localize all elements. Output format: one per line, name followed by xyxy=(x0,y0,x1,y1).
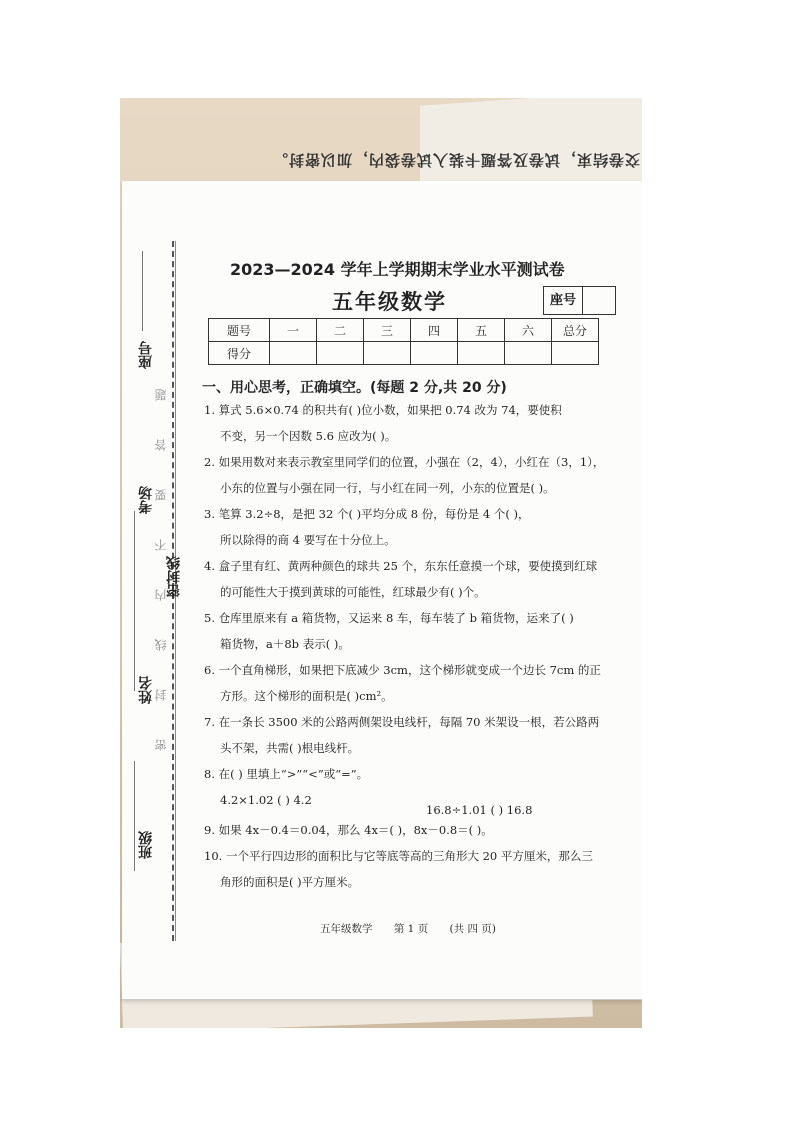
seat-box-label: 座号 xyxy=(544,287,583,314)
seat-box-field[interactable] xyxy=(583,287,615,314)
score-header-cell: 一 xyxy=(270,319,317,342)
seat-underline xyxy=(142,251,143,331)
question-9 xyxy=(204,817,632,843)
section-1-title: 一、用心思考，正确填空。(每题 2 分,共 20 分) xyxy=(202,380,507,396)
question-8-line-1: 8. 在( ) 里填上“>”“<”或“=”。 xyxy=(204,767,369,781)
seat-number-box xyxy=(543,286,616,315)
score-header-cell: 六 xyxy=(505,319,552,342)
score-cell[interactable] xyxy=(411,342,458,365)
subject-title: 五年级数学 xyxy=(332,290,447,314)
name-underline xyxy=(134,581,135,691)
footer-subject: 五年级数学 xyxy=(320,923,373,935)
name-label: 姓名 xyxy=(138,676,154,704)
exam-title: 2023—2024 学年上学期期末学业水平测试卷 xyxy=(230,260,565,279)
question-8-compare-2: 16.8÷1.01 ( ) 16.8 xyxy=(426,803,533,817)
page-footer xyxy=(320,921,514,936)
score-cell[interactable] xyxy=(458,342,505,365)
question-4-line-2: 的可能性大于摸到黄球的可能性，红球最少有( )个。 xyxy=(220,585,486,599)
score-header-cell: 五 xyxy=(458,319,505,342)
score-cell[interactable] xyxy=(317,342,364,365)
question-6-line-2: 方形。这个梯形的面积是( )cm²。 xyxy=(220,689,393,703)
seal-line-label: 密封线 xyxy=(166,556,182,598)
question-2-line-2: 小东的位置与小强在同一行，与小红在同一列，小东的位置是( )。 xyxy=(220,481,555,495)
question-5-line-1: 5. 仓库里原来有 a 箱货物，又运来 8 车，每车装了 b 箱货物，运来了( ) xyxy=(204,611,574,625)
question-3 xyxy=(204,501,632,553)
seat-label: 座号 xyxy=(138,341,154,369)
question-10-line-2: 角形的面积是( )平方厘米。 xyxy=(220,875,360,889)
question-9-line-1: 9. 如果 4x－0.4＝0.04，那么 4x＝( )，8x－0.8＝( )。 xyxy=(204,823,493,837)
question-7-line-1: 7. 在一条长 3500 米的公路两侧架设电线杆，每隔 70 米架设一根，若公路两 xyxy=(204,715,600,729)
score-header-cell: 二 xyxy=(317,319,364,342)
class-label: 班级 xyxy=(138,831,154,859)
score-header-cell: 三 xyxy=(364,319,411,342)
question-7-line-2: 头不架，共需( )根电线杆。 xyxy=(220,741,360,755)
question-2 xyxy=(204,449,632,501)
footer-total: (共 四 页) xyxy=(449,923,496,935)
score-table-header-row xyxy=(209,319,599,342)
question-3-line-2: 所以除得的商 4 要写在十分位上。 xyxy=(220,533,396,547)
footer-page: 第 1 页 xyxy=(393,923,429,935)
class-underline xyxy=(134,761,135,871)
score-header-cell: 四 xyxy=(411,319,458,342)
top-paper-text: 交卷结束，试卷及答题卡装入试卷袋内，加以密封。 xyxy=(271,151,640,169)
question-5 xyxy=(204,605,632,657)
question-6-line-1: 6. 一个直角梯形，如果把下底减少 3cm，这个梯形就变成一个边长 7cm 的正 xyxy=(204,663,601,677)
question-5-line-2: 箱货物，a＋8b 表示( )。 xyxy=(220,637,350,651)
question-8-compare-1: 4.2×1.02 ( ) 4.2 xyxy=(220,793,312,807)
question-7 xyxy=(204,709,632,761)
score-cell[interactable] xyxy=(552,342,599,365)
score-cell[interactable] xyxy=(270,342,317,365)
question-1-line-2: 不变，另一个因数 5.6 应改为( )。 xyxy=(220,429,397,443)
question-6 xyxy=(204,657,632,709)
score-header-cell: 题号 xyxy=(209,319,270,342)
score-header-cell: 总分 xyxy=(552,319,599,342)
question-1-line-1: 1. 算式 5.6×0.74 的积共有( )位小数，如果把 0.74 改为 74，要使积 xyxy=(204,403,562,417)
question-2-line-1: 2. 如果用数对来表示教室里同学们的位置，小强在（2，4），小红在（3，1）， xyxy=(204,455,605,469)
photo-background xyxy=(120,98,642,1028)
question-4 xyxy=(204,553,632,605)
exam-room-label: 考场 xyxy=(138,486,154,514)
seal-warning-text: 密封线内不要答题 xyxy=(154,351,168,751)
score-table xyxy=(208,318,599,365)
score-table-score-row xyxy=(209,342,599,365)
question-10-line-1: 10. 一个平行四边形的面积比与它等底等高的三角形大 20 平方厘米，那么三 xyxy=(204,849,593,863)
exam-content xyxy=(200,181,640,999)
score-cell[interactable] xyxy=(364,342,411,365)
score-row-label: 得分 xyxy=(209,342,270,365)
exam-room-underline xyxy=(134,511,135,591)
question-8 xyxy=(204,761,632,787)
exam-sheet xyxy=(122,181,642,1000)
question-4-line-1: 4. 盒子里有红、黄两种颜色的球共 25 个，东东任意摸一个球，要使摸到红球 xyxy=(204,559,598,573)
question-10 xyxy=(204,843,632,895)
binding-margin xyxy=(122,181,190,999)
question-1 xyxy=(204,397,632,449)
score-cell[interactable] xyxy=(505,342,552,365)
question-3-line-1: 3. 笔算 3.2÷8，是把 32 个( )平均分成 8 份，每份是 4 个( )， xyxy=(204,507,530,521)
